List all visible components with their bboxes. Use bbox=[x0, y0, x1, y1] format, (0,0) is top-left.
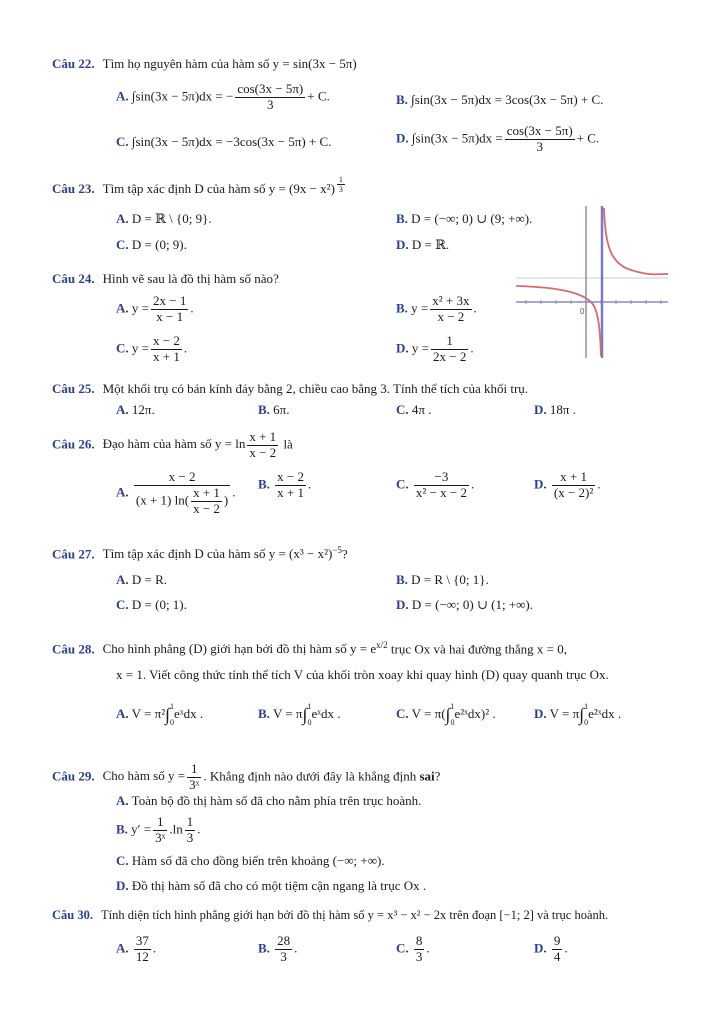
option-d[interactable] bbox=[534, 703, 621, 727]
numerator: −3 bbox=[414, 470, 469, 486]
denominator: x² − x − 2 bbox=[415, 484, 467, 500]
option-b[interactable] bbox=[396, 92, 603, 108]
question-23 bbox=[52, 175, 347, 197]
denominator: x + 1 bbox=[152, 348, 180, 364]
option-label: B. bbox=[396, 211, 408, 226]
denominator: 3 bbox=[186, 829, 194, 845]
option-text: . bbox=[473, 300, 477, 316]
option-label: C. bbox=[396, 476, 409, 492]
question-number: Câu 25. bbox=[52, 381, 95, 396]
denominator: 3 bbox=[338, 185, 343, 195]
option-c[interactable] bbox=[396, 703, 496, 727]
question-text: Tìm họ nguyên hàm của hàm số y = sin(3x − 5π) bbox=[102, 56, 357, 71]
upper-limit: 1 bbox=[450, 702, 455, 711]
emphasis-text: sai bbox=[419, 768, 435, 784]
question-number: Câu 23. bbox=[52, 181, 95, 196]
option-label: A. bbox=[116, 300, 129, 316]
option-text: 6π. bbox=[273, 402, 290, 417]
option-b[interactable] bbox=[258, 402, 290, 418]
numerator: 1 bbox=[338, 175, 343, 184]
question-number: Câu 26. bbox=[52, 436, 95, 452]
option-text: 18π . bbox=[549, 402, 576, 417]
question-26 bbox=[52, 430, 293, 461]
question-22 bbox=[52, 56, 357, 72]
option-label: B. bbox=[258, 476, 270, 492]
inner-fraction bbox=[191, 486, 222, 517]
option-b[interactable] bbox=[258, 470, 311, 501]
question-number: Câu 22. bbox=[52, 56, 95, 71]
numerator: 9 bbox=[553, 933, 561, 948]
numerator: x² + 3x bbox=[432, 293, 470, 308]
option-text: Hàm số đã cho đồng biến trên khoảng (−∞; +∞). bbox=[131, 853, 385, 868]
option-text: 12π. bbox=[131, 402, 155, 417]
option-text: D = ℝ \ {0; 9}. bbox=[131, 211, 212, 226]
option-text: . bbox=[152, 940, 157, 956]
option-text: . bbox=[470, 340, 474, 356]
option-label: D. bbox=[534, 402, 547, 417]
option-label: C. bbox=[396, 940, 409, 956]
exponent: x/2 bbox=[376, 640, 388, 650]
numerator: 1 bbox=[186, 814, 194, 829]
fraction bbox=[505, 124, 575, 155]
denominator: 3ˣ bbox=[189, 776, 200, 792]
numerator: cos(3x − 5π) bbox=[237, 81, 304, 96]
option-label: D. bbox=[116, 878, 129, 893]
question-25 bbox=[52, 381, 528, 397]
function-graph bbox=[516, 206, 668, 358]
upper-limit: 1 bbox=[307, 702, 312, 711]
option-text: . bbox=[597, 476, 601, 492]
numerator: x − 2 bbox=[152, 333, 180, 348]
denominator: x − 1 bbox=[156, 308, 184, 324]
denominator: 12 bbox=[135, 948, 149, 964]
option-d[interactable] bbox=[534, 470, 601, 501]
option-text: + C. bbox=[307, 88, 330, 104]
option-text: . bbox=[190, 300, 194, 316]
question-text: trục Ox và hai đường thẳng x = 0, bbox=[387, 641, 568, 657]
option-text: . bbox=[308, 476, 312, 492]
option-text: y = bbox=[131, 340, 149, 356]
denominator: x − 2 bbox=[249, 444, 277, 460]
option-label: A. bbox=[116, 572, 129, 587]
option-text: . bbox=[470, 476, 475, 492]
option-text: y = bbox=[411, 340, 429, 356]
option-d[interactable] bbox=[534, 934, 568, 965]
denominator: (x − 2)² bbox=[553, 484, 594, 500]
option-text: )² . bbox=[480, 705, 496, 721]
option-text: D = R. bbox=[131, 572, 168, 587]
question-text: là bbox=[283, 436, 293, 452]
option-d[interactable] bbox=[534, 402, 576, 418]
option-text: D = ℝ. bbox=[411, 237, 450, 252]
question-28-line2 bbox=[116, 667, 609, 683]
question-text: Tìm tập xác định D của hàm số y = (9x − x²) bbox=[102, 181, 335, 196]
fraction bbox=[552, 470, 595, 501]
question-text: Một khối trụ có bán kính đáy bằng 2, chiều cao bằng 3. Tính thể tích của khối trụ. bbox=[102, 381, 529, 396]
option-a[interactable] bbox=[116, 572, 167, 588]
question-text: . Khẳng định nào dưới đây là khẳng định bbox=[203, 768, 417, 784]
option-label: B. bbox=[396, 300, 408, 316]
option-c[interactable] bbox=[396, 470, 474, 501]
option-b[interactable] bbox=[396, 572, 489, 588]
question-text: Hình vẽ sau là đồ thị hàm số nào? bbox=[102, 271, 279, 286]
upper-limit: 1 bbox=[170, 702, 175, 711]
option-d[interactable] bbox=[396, 124, 599, 155]
denominator: x − 2 bbox=[193, 500, 220, 516]
option-c[interactable] bbox=[396, 402, 431, 418]
denominator: 3 bbox=[415, 948, 423, 964]
numerator: 1 bbox=[431, 334, 468, 350]
question-text: Cho hàm số y = bbox=[102, 768, 186, 784]
question-number: Câu 30. bbox=[52, 908, 93, 922]
fraction bbox=[235, 82, 305, 113]
integral-sign: ∫ bbox=[302, 704, 308, 725]
fraction bbox=[275, 934, 292, 965]
option-text: .ln bbox=[169, 821, 183, 837]
option-text: e²ˣdx bbox=[454, 705, 481, 721]
numerator: x + 1 bbox=[193, 484, 220, 500]
denominator: 4 bbox=[553, 948, 561, 964]
option-label: A. bbox=[116, 88, 129, 104]
question-30 bbox=[52, 908, 608, 923]
numerator: x − 2 bbox=[134, 470, 230, 486]
option-label: B. bbox=[258, 402, 270, 417]
option-text: ∫sin(3x − 5π)dx = 3cos(3x − 5π) + C. bbox=[411, 92, 604, 107]
option-label: C. bbox=[396, 402, 409, 417]
numerator: 28 bbox=[277, 933, 291, 948]
fraction bbox=[134, 470, 230, 517]
option-label: A. bbox=[116, 793, 129, 808]
option-label: A. bbox=[116, 484, 129, 500]
denominator: 3ˣ bbox=[155, 829, 166, 845]
option-label: D. bbox=[534, 705, 547, 721]
exponent: −5 bbox=[332, 545, 342, 555]
option-b[interactable] bbox=[258, 703, 340, 727]
question-text: Cho hình phẳng (D) giới hạn bởi đồ thị hàm số y = e bbox=[102, 641, 377, 657]
option-a[interactable] bbox=[116, 402, 155, 418]
option-d[interactable] bbox=[396, 237, 449, 253]
option-d[interactable] bbox=[116, 878, 426, 894]
fraction bbox=[187, 762, 201, 793]
denominator-text: (x + 1) ln( bbox=[135, 492, 190, 508]
option-text: 4π . bbox=[411, 402, 432, 417]
option-a[interactable] bbox=[116, 82, 330, 113]
option-c[interactable] bbox=[116, 853, 385, 869]
option-label: D. bbox=[396, 130, 409, 146]
fraction bbox=[430, 294, 471, 325]
option-c[interactable] bbox=[396, 934, 430, 965]
denominator-text: ) bbox=[223, 492, 229, 508]
option-d[interactable] bbox=[396, 597, 533, 613]
option-label: C. bbox=[116, 134, 129, 149]
denominator: 3 bbox=[267, 96, 274, 112]
option-text: ∫sin(3x − 5π)dx = bbox=[411, 130, 503, 146]
option-label: C. bbox=[116, 597, 129, 612]
option-text: ∫sin(3x − 5π)dx = − bbox=[131, 88, 234, 104]
option-text: D = (0; 9). bbox=[131, 237, 187, 252]
option-b[interactable] bbox=[396, 211, 532, 227]
option-label: C. bbox=[116, 853, 129, 868]
option-label: C. bbox=[116, 237, 129, 252]
option-text: V = π bbox=[549, 705, 580, 721]
fraction bbox=[151, 334, 182, 365]
lower-limit: 0 bbox=[307, 718, 312, 727]
option-a[interactable] bbox=[116, 470, 236, 517]
fraction bbox=[552, 934, 563, 965]
option-label: A. bbox=[116, 705, 129, 721]
option-text: Đồ thị hàm số đã cho có một tiệm cận ngang là trục Ox . bbox=[131, 878, 427, 893]
option-d[interactable] bbox=[396, 334, 474, 365]
lower-limit: 0 bbox=[584, 718, 589, 727]
option-text: y′ = bbox=[131, 821, 152, 837]
option-text: ∫sin(3x − 5π)dx = −3cos(3x − 5π) + C. bbox=[131, 134, 332, 149]
option-a[interactable] bbox=[116, 211, 212, 227]
denominator: 3 bbox=[280, 948, 287, 964]
question-number: Câu 29. bbox=[52, 768, 95, 784]
fraction bbox=[153, 815, 167, 846]
question-24 bbox=[52, 271, 279, 287]
question-28 bbox=[52, 640, 567, 657]
fraction bbox=[414, 934, 425, 965]
option-a[interactable] bbox=[116, 703, 203, 727]
option-text: e²ˣdx . bbox=[588, 705, 622, 721]
numerator: 1 bbox=[153, 815, 167, 831]
option-text: y = bbox=[131, 300, 149, 316]
option-text: . bbox=[183, 340, 188, 356]
integral-sign: ∫ bbox=[445, 704, 451, 725]
option-text: . bbox=[197, 821, 201, 837]
option-label: D. bbox=[534, 940, 547, 956]
option-text: . bbox=[294, 940, 298, 956]
question-text: Tìm tập xác định D của hàm số y = (x³ − x²) bbox=[102, 546, 333, 562]
numerator: x + 1 bbox=[249, 429, 277, 444]
option-text: V = π bbox=[272, 705, 303, 721]
option-label: C. bbox=[396, 705, 409, 721]
option-text: eˣdx . bbox=[174, 705, 204, 721]
curve-left-branch bbox=[516, 286, 601, 356]
option-text: D = (−∞; 0) ∪ (1; +∞). bbox=[411, 597, 533, 612]
lower-limit: 0 bbox=[170, 718, 175, 727]
option-a[interactable] bbox=[116, 294, 194, 325]
option-text: V = π² bbox=[131, 705, 166, 721]
option-c[interactable] bbox=[116, 334, 187, 365]
question-text: Đạo hàm của hàm số y = ln bbox=[102, 436, 246, 452]
question-number: Câu 24. bbox=[52, 271, 95, 286]
option-label: A. bbox=[116, 940, 129, 956]
numerator: 1 bbox=[187, 762, 201, 778]
fraction bbox=[185, 815, 196, 846]
option-a[interactable] bbox=[116, 934, 156, 965]
origin-label: 0 bbox=[580, 307, 585, 316]
denominator: x + 1 bbox=[277, 484, 305, 500]
option-text: D = R \ {0; 1}. bbox=[411, 572, 489, 587]
numerator: x − 2 bbox=[277, 469, 305, 484]
numerator: 2x − 1 bbox=[152, 293, 187, 308]
fraction bbox=[414, 470, 469, 501]
option-text: + C. bbox=[576, 130, 600, 146]
option-c[interactable] bbox=[116, 237, 187, 253]
option-text: . bbox=[564, 940, 568, 956]
question-27 bbox=[52, 545, 348, 562]
option-label: B. bbox=[396, 92, 408, 107]
question-text: ? bbox=[434, 768, 441, 784]
fraction bbox=[431, 334, 468, 365]
option-a[interactable] bbox=[116, 793, 421, 809]
question-number: Câu 27. bbox=[52, 546, 95, 562]
question-number: Câu 28. bbox=[52, 641, 95, 657]
fraction bbox=[151, 294, 188, 325]
integral-sign: ∫ bbox=[579, 704, 585, 725]
lower-limit: 0 bbox=[450, 718, 455, 727]
curve-right-branch bbox=[604, 208, 668, 274]
option-b[interactable] bbox=[396, 294, 477, 325]
numerator: x + 1 bbox=[552, 470, 595, 486]
denominator bbox=[134, 486, 230, 517]
option-text: . bbox=[232, 484, 236, 500]
option-label: B. bbox=[258, 940, 270, 956]
option-text: y = bbox=[411, 300, 429, 316]
numerator: 8 bbox=[415, 933, 423, 948]
option-text: eˣdx . bbox=[311, 705, 341, 721]
question-29 bbox=[52, 762, 440, 793]
option-text: D = (0; 1). bbox=[131, 597, 187, 612]
numerator: 37 bbox=[135, 933, 149, 948]
upper-limit: 1 bbox=[584, 702, 589, 711]
option-text: Toàn bộ đồ thị hàm số đã cho nằm phía trên trục hoành. bbox=[131, 793, 422, 808]
option-c[interactable] bbox=[116, 597, 187, 613]
denominator: x − 2 bbox=[437, 308, 465, 324]
fraction bbox=[275, 470, 306, 501]
option-b[interactable] bbox=[116, 815, 201, 846]
option-c[interactable] bbox=[116, 134, 331, 150]
option-label: D. bbox=[396, 340, 409, 356]
option-text: V = π( bbox=[411, 705, 446, 721]
option-label: A. bbox=[116, 211, 129, 226]
option-label: D. bbox=[534, 476, 547, 492]
option-label: C. bbox=[116, 340, 129, 356]
numerator: cos(3x − 5π) bbox=[506, 123, 573, 138]
question-text: x = 1. Viết công thức tính thể tích V của khối tròn xoay khi quay hình (D) quay quanh trục Ox. bbox=[116, 667, 609, 682]
option-label: A. bbox=[116, 402, 129, 417]
question-text: Tính diện tích hình phẳng giới hạn bởi đồ thị hàm số y = x³ − x² − 2x trên đoạn [−1; 2] và trục hoành. bbox=[100, 908, 609, 922]
integral-sign: ∫ bbox=[165, 704, 171, 725]
question-text: ? bbox=[341, 546, 348, 562]
option-b[interactable] bbox=[258, 934, 297, 965]
fraction bbox=[134, 934, 151, 965]
option-label: B. bbox=[396, 572, 408, 587]
exponent bbox=[337, 175, 345, 194]
option-text: . bbox=[426, 940, 430, 956]
option-label: B. bbox=[258, 705, 270, 721]
option-label: D. bbox=[396, 237, 409, 252]
fraction bbox=[247, 430, 278, 461]
option-label: D. bbox=[396, 597, 409, 612]
denominator: 3 bbox=[536, 138, 543, 154]
option-text: D = (−∞; 0) ∪ (9; +∞). bbox=[411, 211, 533, 226]
option-label: B. bbox=[116, 821, 128, 837]
denominator: 2x − 2 bbox=[432, 348, 467, 364]
